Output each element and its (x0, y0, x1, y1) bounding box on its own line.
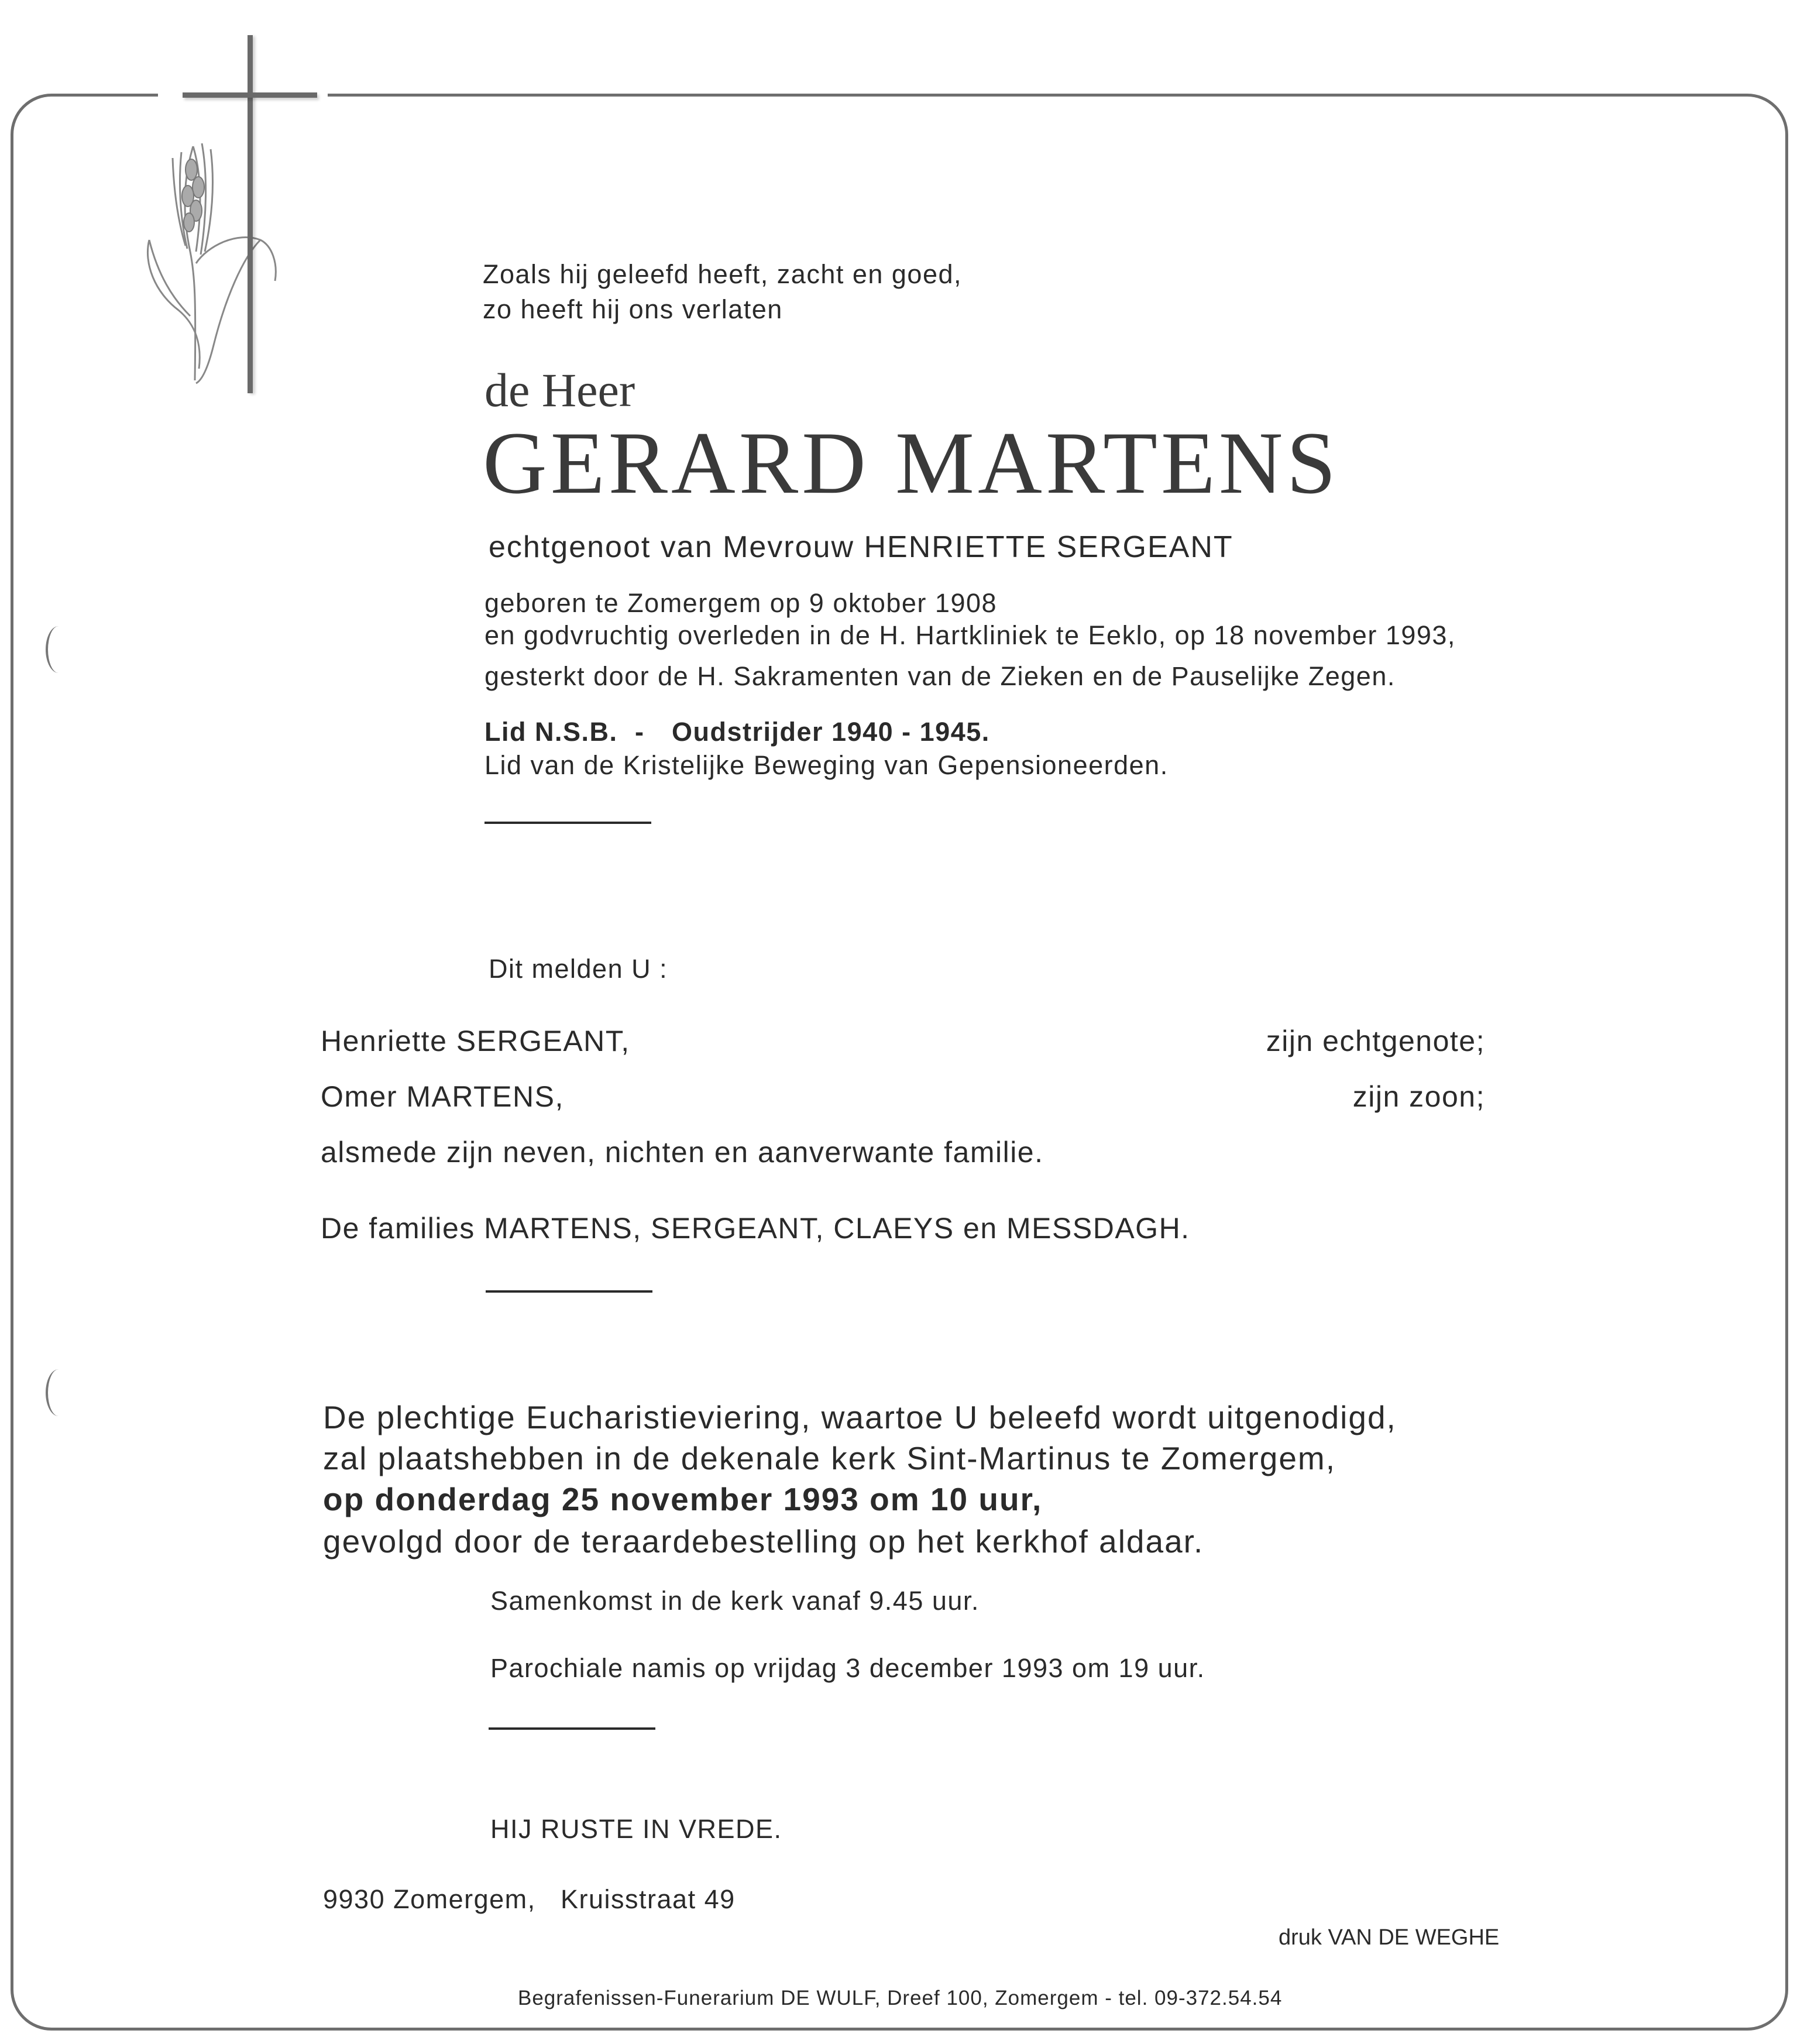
extended-family: alsmede zijn neven, nichten en aanverwante familie. (321, 1136, 1044, 1169)
deceased-name: GERARD MARTENS (483, 414, 1340, 512)
service-line-4: gevolgd door de teraardebestelling op het kerkhof aldaar. (323, 1523, 1204, 1559)
cross-icon-horizontal (183, 92, 317, 98)
membership-kbg: Lid van de Kristelijke Beweging van Gepensioneerden. (484, 750, 1169, 780)
announce-intro: Dit melden U : (489, 954, 668, 984)
printer-name: VAN DE WEGHE (1328, 1925, 1500, 1950)
sacraments-line: gesterkt door de H. Sakramenten van de Zieken en de Pauselijke Zegen. (484, 661, 1396, 691)
funeral-home: Begrafenissen-Funerarium DE WULF, Dreef 100, Zomergem - tel. 09-372.54.54 (518, 1987, 1283, 2009)
service-date: op donderdag 25 november 1993 om 10 uur, (323, 1481, 1043, 1517)
family-relation: zijn zoon; (1352, 1080, 1485, 1113)
membership-nsb: Lid N.S.B. (484, 717, 618, 747)
address-street: Kruisstraat 49 (561, 1884, 736, 1914)
died-line: en godvruchtig overleden in de H. Hartkliniek te Eeklo, op 18 november 1993, (484, 620, 1456, 650)
family-relation: zijn echtgenote; (1266, 1025, 1485, 1057)
divider (484, 822, 651, 824)
family-name: Henriette SERGEANT, (321, 1025, 630, 1057)
family-name: Omer MARTENS, (321, 1080, 564, 1113)
families-line: De families MARTENS, SERGEANT, CLAEYS en MESSDAGH. (321, 1212, 1190, 1245)
spouse-line: echtgenoot van Mevrouw HENRIETTE SERGEANT (489, 530, 1233, 564)
divider (489, 1727, 655, 1730)
binder-hole-icon (46, 626, 71, 673)
title-prefix: de Heer (484, 363, 635, 417)
motto-line-2: zo heeft hij ons verlaten (483, 294, 783, 324)
membership-veteran: Oudstrijder 1940 - 1945. (672, 717, 990, 747)
printer-credit (1279, 1925, 1499, 1950)
rip-line: HIJ RUSTE IN VREDE. (490, 1814, 782, 1844)
namis-line: Parochiale namis op vrijdag 3 december 1993 om 19 uur. (490, 1653, 1205, 1683)
motto-line-1: Zoals hij geleefd heeft, zacht en goed, (483, 259, 963, 289)
membership-separator: - (635, 717, 645, 747)
service-line-1: De plechtige Eucharistieviering, waartoe U beleefd wordt uitgenodigd, (323, 1399, 1397, 1435)
binder-hole-icon (46, 1369, 71, 1416)
gathering-line: Samenkomst in de kerk vanaf 9.45 uur. (490, 1586, 980, 1616)
address-city: 9930 Zomergem, (323, 1884, 536, 1914)
divider (486, 1290, 652, 1293)
printer-prefix: druk (1279, 1925, 1322, 1950)
wheat-icon (138, 123, 307, 386)
born-line: geboren te Zomergem op 9 oktober 1908 (484, 588, 998, 618)
service-line-2: zal plaatshebben in de dekenale kerk Sint-Martinus te Zomergem, (323, 1440, 1336, 1476)
cross-icon-vertical (248, 35, 253, 393)
